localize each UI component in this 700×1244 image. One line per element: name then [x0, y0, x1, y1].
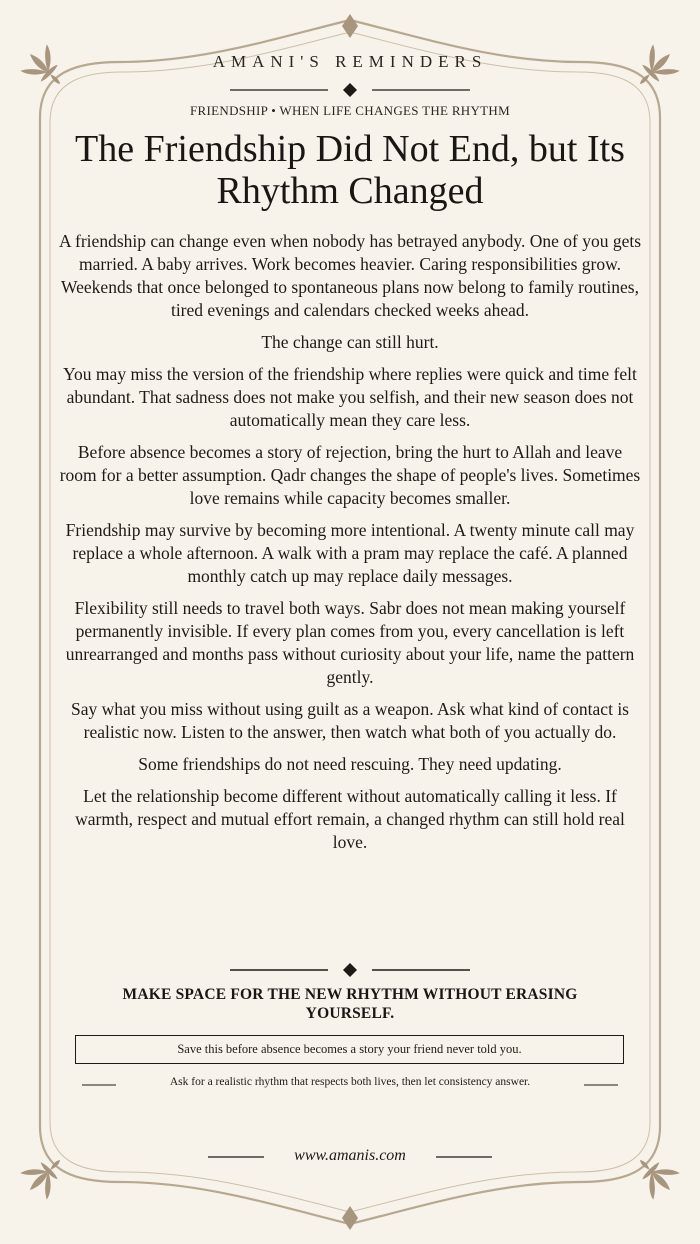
- paragraph: You may miss the version of the friendship where replies were quick and time felt abundant. That sadness does not make you selfish, and their new season does not automatically mean they care less.: [63, 364, 637, 430]
- paragraph: Let the relationship become different without automatically calling it less. If warmth, respect and mutual effort remain, a changed rhythm can still hold real love.: [75, 786, 625, 852]
- paragraph: The change can still hurt.: [261, 332, 439, 352]
- save-note-box: [75, 1035, 624, 1064]
- advice-text: Ask for a realistic rhythm that respects both lives, then let consistency answer.: [169, 1076, 531, 1088]
- page-title: The Friendship Did Not End, but Its Rhythm Changed: [75, 128, 625, 212]
- paragraph: Friendship may survive by becoming more intentional. A twenty minute call may replace a whole afternoon. A walk with a pram may replace the café. A planned monthly catch up may replace daily messages.: [65, 520, 635, 586]
- category-kicker: FRIENDSHIP • WHEN LIFE CHANGES THE RHYTHM: [190, 103, 510, 118]
- diamond-icon: [343, 963, 357, 977]
- save-note-text: Save this before absence becomes a story your friend never told you.: [177, 1042, 522, 1056]
- brand-name: AMANI'S REMINDERS: [212, 52, 488, 71]
- call-to-action: MAKE SPACE FOR THE NEW RHYTHM WITHOUT ERASING YOURSELF.: [122, 986, 578, 1022]
- paragraph: Some friendships do not need rescuing. They need updating.: [138, 754, 562, 774]
- header-divider: [0, 80, 700, 100]
- website-link[interactable]: www.amanis.com: [294, 1147, 406, 1164]
- article-body: [58, 230, 642, 863]
- diamond-icon: [343, 83, 357, 97]
- top-arch-diamond-icon: [342, 14, 358, 38]
- paragraph: Say what you miss without using guilt as a weapon. Ask what kind of contact is realistic now. Listen to the answer, then watch what both of you actually do.: [70, 699, 629, 742]
- paragraph: Before absence becomes a story of rejection, bring the hurt to Allah and leave room for a better assumption. Qadr changes the shape of people's lives. Sometimes love remains while capacity becomes smaller.: [59, 442, 641, 508]
- paragraph: A friendship can change even when nobody has betrayed anybody. One of you gets married. A baby arrives. Work becomes heavier. Caring responsibilities grow. Weekends that once belonged to spontaneous plans now belong to family routines, tired evenings and calendars checked weeks ahead.: [58, 231, 642, 320]
- bottom-arch-diamond-icon: [342, 1206, 358, 1230]
- paragraph: Flexibility still needs to travel both ways. Sabr does not mean making yourself permanently invisible. If every plan comes from you, every cancellation is left unrearranged and months pass without curiosity about your life, name the pattern gently.: [65, 598, 635, 687]
- footer-divider: [0, 960, 700, 980]
